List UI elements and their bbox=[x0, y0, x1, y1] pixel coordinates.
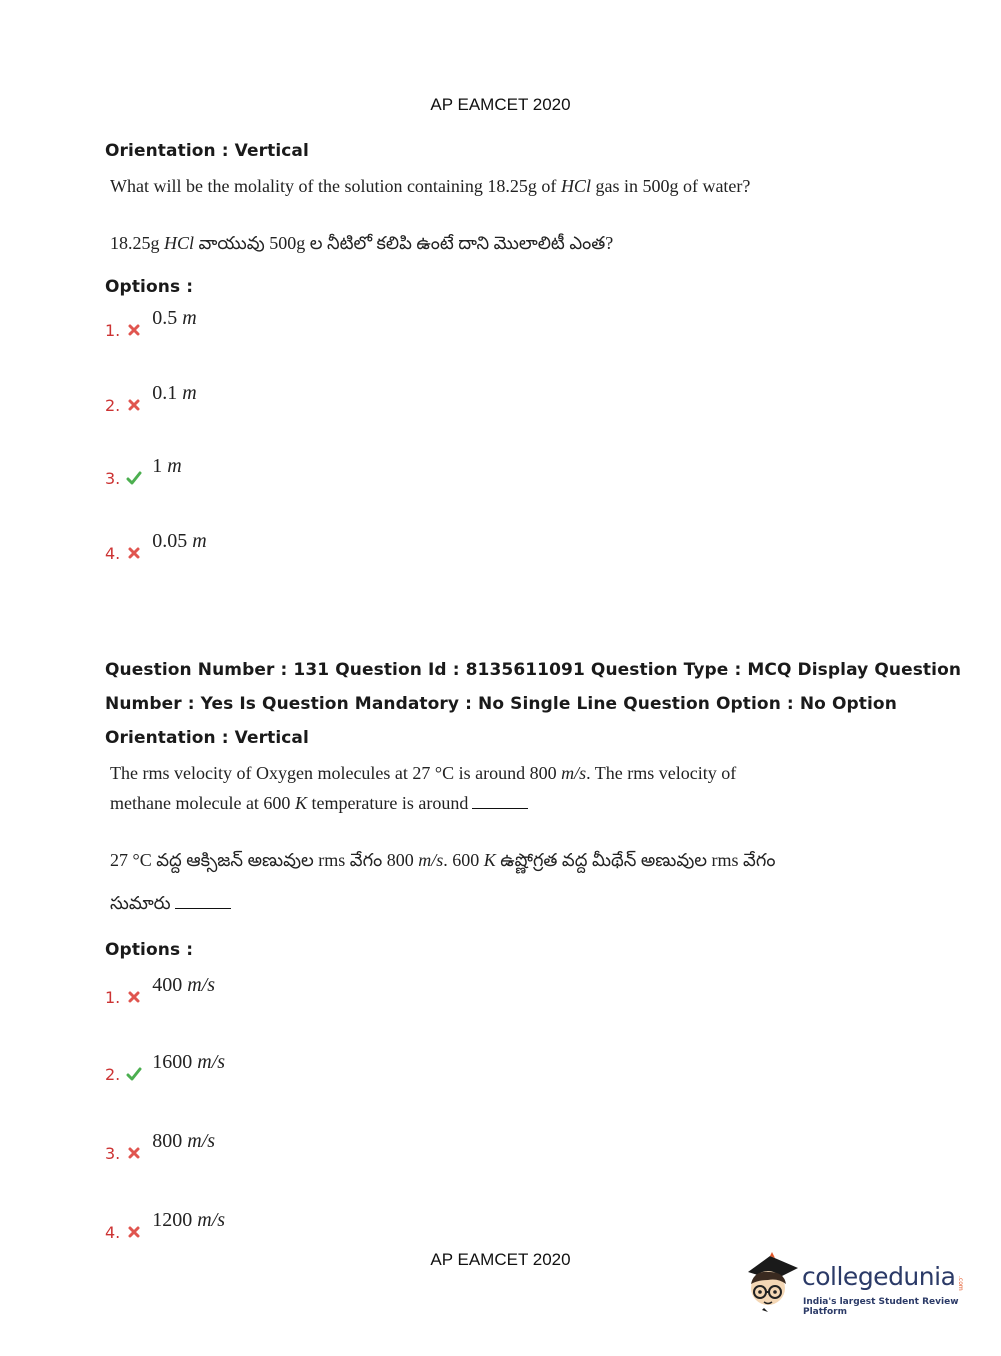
collegedunia-mascot-icon bbox=[742, 1250, 800, 1312]
option-value: 0.1 m bbox=[152, 382, 197, 404]
check-icon bbox=[126, 1066, 142, 1082]
answer-blank bbox=[472, 808, 528, 809]
logo-tagline: India's largest Student Review Platform bbox=[803, 1297, 959, 1317]
q2-option-1 bbox=[105, 974, 216, 1007]
check-icon bbox=[126, 470, 142, 486]
option-value: 0.5 m bbox=[152, 307, 197, 329]
q1-option-2 bbox=[105, 382, 197, 415]
q2-text-telugu-line-1: 27 °C వద్ద ఆక్సిజన్ అణువుల rms వేగం 800 m/s. 600 K ఉష్ణోగ్రత వద్ద మీథేన్ అణువుల rms వేగం bbox=[110, 850, 776, 870]
q1-text-english: What will be the molality of the solution containing 18.25g of HCl gas in 500g of water? bbox=[110, 176, 751, 196]
q1-option-1 bbox=[105, 307, 197, 340]
q1-option-3 bbox=[105, 455, 182, 488]
option-value: 400 m/s bbox=[152, 974, 216, 996]
q2-option-4 bbox=[105, 1209, 226, 1242]
q2-text-telugu-line-2: సుమారు bbox=[110, 893, 231, 918]
q1-options-label: Options : bbox=[105, 277, 194, 297]
option-number: 2. bbox=[105, 1065, 121, 1084]
option-value: 800 m/s bbox=[152, 1130, 216, 1152]
answer-blank bbox=[175, 908, 231, 909]
q2-orientation: Orientation : Vertical bbox=[105, 728, 309, 748]
cross-icon bbox=[126, 1224, 142, 1240]
q1-text-telugu: 18.25g HCl వాయువు 500g ల నీటిలో కలిపి ఉంటే దాని మొలాలిటీ ఎంత? bbox=[110, 233, 614, 253]
option-number: 1. bbox=[105, 988, 121, 1007]
q2-option-2 bbox=[105, 1051, 226, 1084]
option-number: 1. bbox=[105, 321, 121, 340]
q1-option-4 bbox=[105, 530, 207, 563]
q2-options-label: Options : bbox=[105, 940, 194, 960]
option-number: 4. bbox=[105, 1223, 121, 1242]
collegedunia-logo: collegedunia bbox=[802, 1262, 956, 1291]
option-number: 4. bbox=[105, 544, 121, 563]
page-footer: AP EAMCET 2020 bbox=[430, 1250, 571, 1269]
cross-icon bbox=[126, 989, 142, 1005]
q2-meta-line-1: Question Number : 131 Question Id : 8135611091 Question Type : MCQ Display Question bbox=[105, 660, 962, 680]
q2-text-english-line-1: The rms velocity of Oxygen molecules at 27 °C is around 800 m/s. The rms velocity of bbox=[110, 763, 737, 783]
q2-text-english-line-2: methane molecule at 600 K temperature is around bbox=[110, 793, 528, 814]
cross-icon bbox=[126, 397, 142, 413]
page-header: AP EAMCET 2020 bbox=[430, 95, 571, 114]
cross-icon bbox=[126, 322, 142, 338]
q1-orientation: Orientation : Vertical bbox=[105, 141, 309, 161]
option-value: 1600 m/s bbox=[152, 1051, 226, 1073]
option-value: 1200 m/s bbox=[152, 1209, 226, 1231]
option-value: 1 m bbox=[152, 455, 182, 477]
option-value: 0.05 m bbox=[152, 530, 207, 552]
q2-option-3 bbox=[105, 1130, 216, 1163]
option-number: 3. bbox=[105, 469, 121, 488]
option-number: 2. bbox=[105, 396, 121, 415]
cross-icon bbox=[126, 545, 142, 561]
option-number: 3. bbox=[105, 1144, 121, 1163]
cross-icon bbox=[126, 1145, 142, 1161]
q2-meta-line-2: Number : Yes Is Question Mandatory : No Single Line Question Option : No Option bbox=[105, 694, 897, 714]
logo-suffix: .com bbox=[957, 1276, 964, 1291]
